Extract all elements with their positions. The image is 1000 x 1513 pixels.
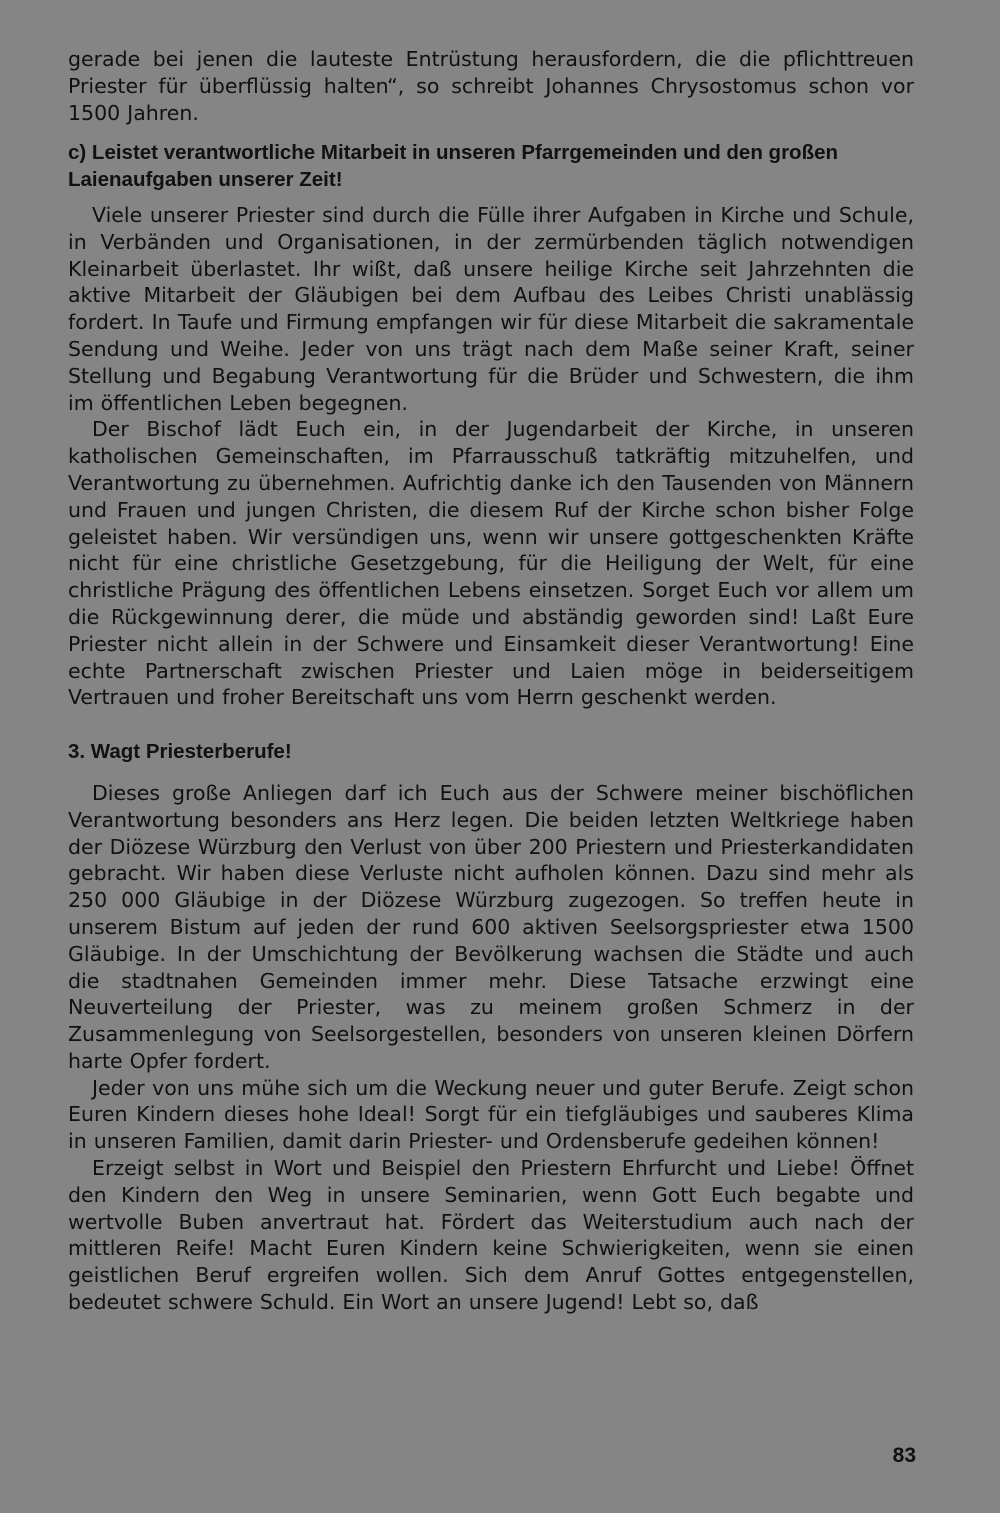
paragraph-respect: Erzeigt selbst in Wort und Beispiel den Priestern Ehrfurcht und Liebe! Öffnet den Kindern den Weg in unsere Seminarien, wenn Gott Euch begabte und wertvolle Buben anvertraut hat. Fördert das Weiterstudium auch nach der mittleren Reife! Macht Euren Kindern keine Schwierigkeiten, wenn sie einen geistlichen Beruf ergreifen wollen. Sich dem Anruf Gottes entgegenstellen, bedeutet schwere Schuld. Ein Wort an unsere Jugend! Lebt so, daß [68,1156,914,1315]
page-number: 83 [892,1444,916,1467]
section-heading-c: c) Leistet verantwortliche Mitarbeit in unseren Pfarrgemeinden und den großen Laienaufgaben unserer Zeit! [68,141,839,192]
page-body [68,46,914,1316]
paragraph-priests-overloaded: Viele unserer Priester sind durch die Fülle ihrer Aufgaben in Kirche und Schule, in Verbänden und Organisationen, in der zermürbenden täglich notwendigen Kleinarbeit überlastet. Ihr wißt, daß unsere heilige Kirche seit Jahrzehnten die aktive Mitarbeit der Gläubigen bei dem Aufbau des Leibes Christi unablässig fordert. In Taufe und Firmung empfangen wir für diese Mitarbeit die sakramentale Sendung und Weihe. Jeder von uns trägt nach dem Maße seiner Kraft, seiner Stellung und Begabung Verantwortung für die Brüder und Schwestern, die ihm im öffentlichen Leben begegnen. [68,202,914,415]
paragraph-intro: gerade bei jenen die lauteste Entrüstung herausfordern, die die pflichttreuen Priester für überflüssig halten“, so schreibt Johannes Chrysostomus schon vor 1500 Jahren. [68,47,914,125]
paragraph-bishop-invitation: Der Bischof lädt Euch ein, in der Jugendarbeit der Kirche, in unseren katholischen Gemeinschaften, im Pfarrausschuß tatkräftig mitzuhelfen, und Verantwortung zu übernehmen. Aufrichtig danke ich den Tausenden von Männern und Frauen und jungen Christen, die diesem Ruf der Kirche schon bisher Folge geleistet haben. Wir versündigen uns, wenn wir unsere gottgeschenkten Kräfte nicht für eine christliche Gesetzgebung, für die Heiligung der Welt, für eine christliche Prägung des öffentlichen Lebens einsetzen. Sorget Euch vor allem um die Rückgewinnung derer, die müde und abständig geworden sind! Laßt Eure Priester nicht allein in der Schwere und Einsamkeit dieser Verantwortung! Eine echte Partnerschaft zwischen Priester und Laien möge in beiderseitigem Vertrauen und froher Bereitschaft uns vom Herrn geschenkt werden. [68,417,914,710]
section-heading-3: 3. Wagt Priesterberufe! [68,740,292,764]
paragraph-vocations: Jeder von uns mühe sich um die Weckung neuer und guter Berufe. Zeigt schon Euren Kindern dieses hohe Ideal! Sorgt für ein tiefgläubiges und sauberes Klima in unseren Familien, damit darin Priester- und Ordensberufe gedeihen können! [68,1075,914,1154]
paragraph-concern: Dieses große Anliegen darf ich Euch aus der Schwere meiner bischöflichen Verantwortung besonders ans Herz legen. Die beiden letzten Weltkriege haben der Diözese Würzburg den Verlust von über 200 Priestern und Priesterkandidaten gebracht. Wir haben diese Verluste nicht aufholen können. Dazu sind mehr als 250 000 Gläubige in der Diözese Würzburg zugezogen. So treffen heute in unserem Bistum auf jeden der rund 600 aktiven Seelsorgspriester etwa 1500 Gläubige. In der Umschichtung der Bevölkerung wachsen die Städte und auch die stadtnahen Gemeinden immer mehr. Diese Tatsache erzwingt eine Neuverteilung der Priester, was zu meinem großen Schmerz in der Zusammenlegung von Seelsorgestellen, besonders von unseren kleinen Dörfern harte Opfer fordert. [68,780,914,1073]
